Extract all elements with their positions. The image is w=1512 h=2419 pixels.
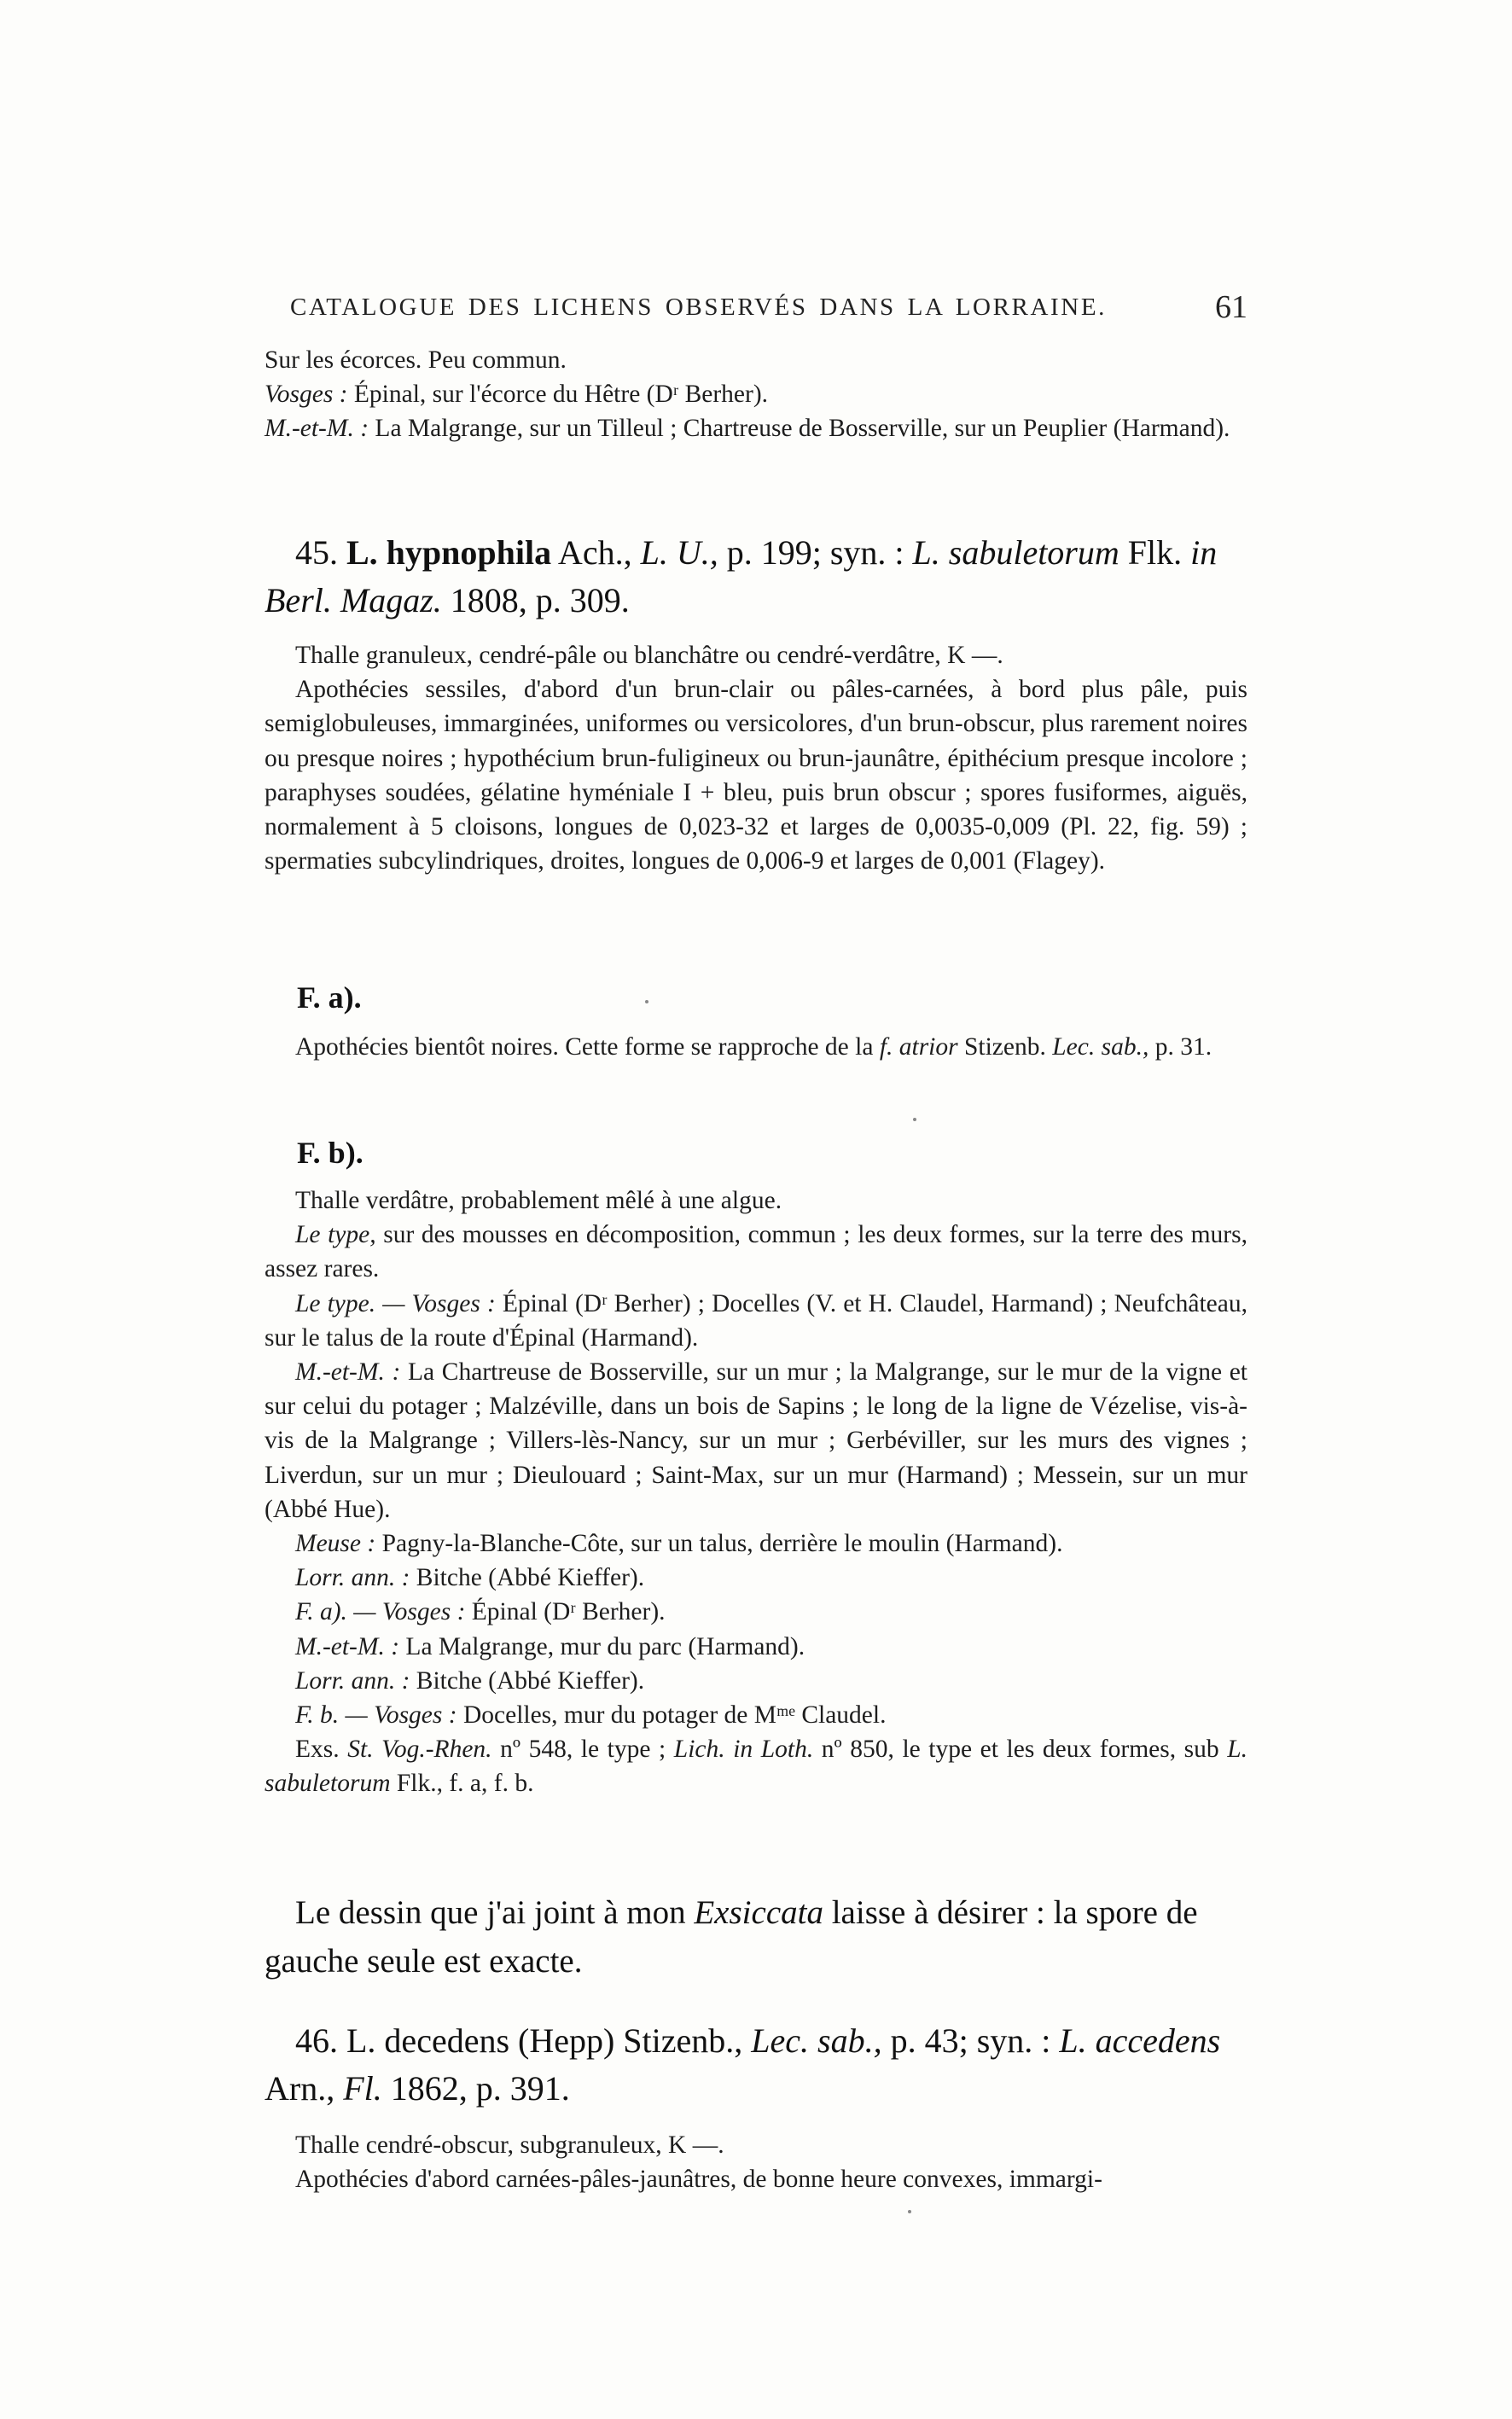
- type-habitat: Le type, sur des mousses en décomposition, commun ; les deux formes, sur la terre des murs, assez rares.: [265, 1221, 1247, 1283]
- thalle-description: Thalle granuleux, cendré-pâle ou blanchâtre ou cendré-verdâtre, K —.: [295, 642, 1003, 669]
- species-heading-46: 46. L. decedens (Hepp) Stizenb., Lec. sab., p. 43; syn. : L. accedens Arn., Fl. 1862, p. 391.: [265, 2021, 1221, 2108]
- locality-met: M.-et-M. : La Malgrange, sur un Tilleul ; Chartreuse de Bosserville, sur un Peuplier (Harmand).: [265, 415, 1230, 443]
- exsiccata-line: Exs. St. Vog.-Rhen. nº 548, le type ; Lich. in Loth. nº 850, le type et les deux formes, sub L. sabuletorum Flk., f. a, f. b.: [265, 1736, 1248, 1798]
- species-heading-45: 45. L. hypnophila Ach., L. U., p. 199; syn. : L. sabuletorum Flk. in Berl. Magaz. 1808, p. 309.: [265, 533, 1218, 619]
- forma-a-description: Apothécies bientôt noires. Cette forme se rapproche de la f. atrior Stizenb. Lec. sab., p. 31.: [295, 1033, 1213, 1061]
- intro-paragraphs: [265, 343, 1247, 446]
- species-name: L. decedens (Hepp) Stizenb.,: [338, 2021, 752, 2060]
- species-name: L. hypnophila: [346, 533, 552, 572]
- type-vosges: Le type. — Vosges : Épinal (Dʳ Berher) ; Docelles (V. et H. Claudel, Harmand) ; Neufchâteau, sur le talus de la route d'Épinal (Harmand).: [265, 1289, 1247, 1352]
- print-speck: [645, 1000, 648, 1003]
- thalle-description: Thalle cendré-obscur, subgranuleux, K —.: [295, 2131, 724, 2159]
- page-number: 61: [1215, 289, 1247, 325]
- thalle-b: Thalle verdâtre, probablement mêlé à une algue.: [295, 1187, 782, 1214]
- forma-b-heading: F. b).: [297, 1136, 363, 1170]
- description-46: [265, 2128, 1247, 2196]
- apothecies-description: Apothécies d'abord carnées-pâles-jaunâtres, de bonne heure convexes, immargi-: [295, 2166, 1102, 2194]
- print-speck: [908, 2210, 911, 2213]
- forma-a-heading: F. a).: [297, 980, 362, 1015]
- type-meuse: Meuse : Pagny-la-Blanche-Côte, sur un talus, derrière le moulin (Harmand).: [295, 1530, 1063, 1558]
- forma-b-description: [265, 1183, 1247, 1801]
- print-speck: [913, 1118, 916, 1121]
- author-note: Le dessin que j'ai joint à mon Exsiccata laisse à désirer : la spore de gauche seule est exacte.: [265, 1894, 1198, 1980]
- fa-lorraine: Lorr. ann. : Bitche (Abbé Kieffer).: [295, 1666, 645, 1695]
- type-lorraine: Lorr. ann. : Bitche (Abbé Kieffer).: [295, 1564, 645, 1592]
- fa-met: M.-et-M. : La Malgrange, mur du parc (Harmand).: [295, 1632, 805, 1660]
- apothecies-description: Apothécies sessiles, d'abord d'un brun-clair ou pâles-carnées, à bord plus pâle, puis semiglobuleuses, immarginées, uniformes ou versicolores, d'un brun-obscur, plus rarement noires ou presque noires ; hypothécium brun-fuligineux ou brun-jaunâtre, épithécium presque incolore ; paraphyses soudées, gélatine hyméniale I + bleu, puis brun obscur ; spores fusiformes, aiguës, normalement à 5 cloisons, longues de 0,023-32 et larges de 0,0035-0,009 (Pl. 22, fig. 59) ; spermaties subcylindriques, droites, longues de 0,006-9 et larges de 0,001 (Flagey).: [265, 676, 1247, 875]
- running-header: [290, 289, 1247, 333]
- habitat-line: Sur les écorces. Peu commun.: [265, 346, 567, 374]
- locality-vosges: Vosges : Épinal, sur l'écorce du Hêtre (Dʳ Berher).: [265, 381, 769, 409]
- running-title: CATALOGUE DES LICHENS OBSERVÉS DANS LA LORRAINE.: [290, 294, 1107, 321]
- type-met: M.-et-M. : La Chartreuse de Bosserville, sur un mur ; la Malgrange, sur le mur de la vigne et sur celui du potager ; Malzéville, dans un bois de Sapins ; le long de la ligne de Vézelise, vis-à-vis de la Malgrange ; Villers-lès-Nancy, sur un mur ; Gerbéviller, sur les murs des vignes ; Liverdun, sur un mur ; Dieulouard ; Saint-Max, sur un mur (Harmand) ; Messein, sur un mur (Abbé Hue).: [265, 1358, 1247, 1523]
- fb-vosges: F. b. — Vosges : Docelles, mur du potager de Mᵐᵉ Claudel.: [295, 1701, 887, 1730]
- fa-vosges: F. a). — Vosges : Épinal (Dʳ Berher).: [295, 1598, 666, 1626]
- description-45: [265, 638, 1247, 878]
